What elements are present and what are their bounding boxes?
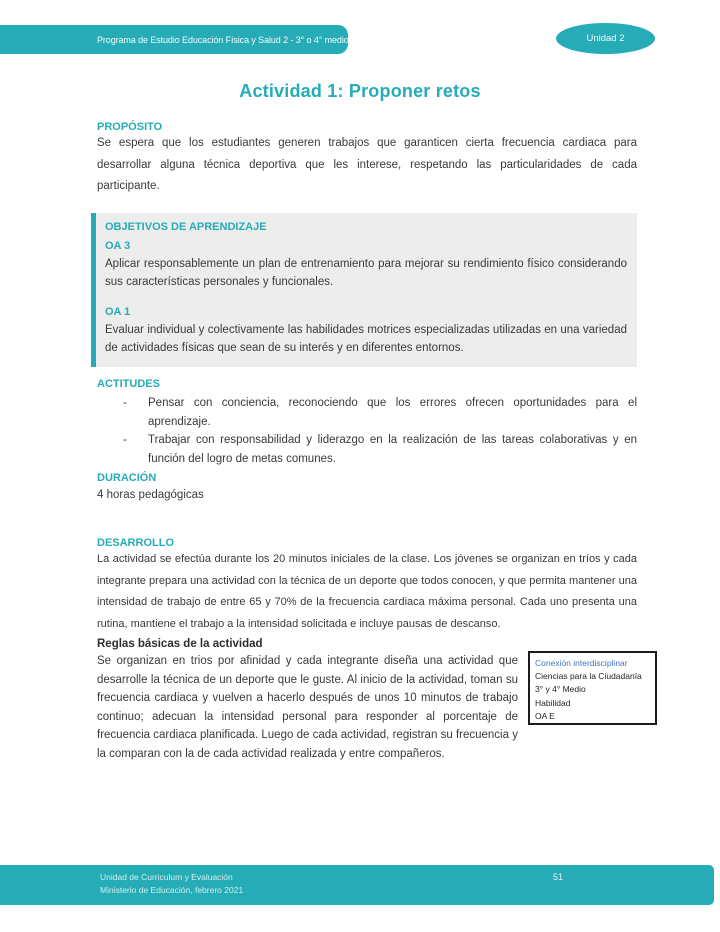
reglas-paragraph: Se organizan en trios por afinidad y cada integrante diseña una actividad que desarrolle la técnica de un deporte que le guste. Al inicio de la actividad, toman su frecuencia cardiaca y vuelven a hacerlo después de unos 10 minutos de trabajo continuo; adecuan la intensidad personal para responder al porcentaje de frecuencia cardiaca planificada. Luego de cada actividad, registran su frecuencia y la comparan con la de cada actividad realizada y entre compañeros.: [97, 655, 518, 760]
conexion-interdisciplinar-box: [528, 651, 657, 725]
footer-org-line2: Ministerio de Educación, febrero 2021: [100, 885, 244, 895]
oa1-text: Evaluar individual y colectivamente las habilidades motrices especializadas utilizadas en una variedad de actividades físicas que sean de su interés y en diferentes entornos.: [105, 324, 627, 354]
footer-org-line1: Unidad de Curriculum y Evaluación: [100, 872, 233, 882]
actitudes-list: [97, 394, 637, 468]
reglas-heading: Reglas básicas de la actividad: [97, 638, 263, 650]
program-badge: [0, 25, 348, 54]
proposito-paragraph: Se espera que los estudiantes generen trabajos que garanticen cierta frecuencia cardiaca para desarrollar alguna técnica deportiva que les interese, respetando las particularidades de cada participante.: [97, 137, 637, 192]
desarrollo-heading: DESARROLLO: [97, 537, 174, 549]
duracion-value: 4 horas pedagógicas: [97, 489, 204, 501]
oa1-code: OA 1: [105, 306, 131, 318]
conexion-habilidad: Habilidad: [535, 697, 571, 708]
program-badge-label: Programa de Estudio Educación Física y Salud 2 - 3° o 4° medio: [97, 34, 349, 45]
actitudes-item: - Pensar con conciencia, reconociendo que los errores ofrecen oportunidades para el aprendizaje.: [97, 394, 637, 431]
unit-badge-label: Unidad 2: [586, 33, 625, 44]
conexion-subject: Ciencias para la Ciudadanía: [535, 671, 642, 682]
objetivos-heading: OBJETIVOS DE APRENDIZAJE: [105, 221, 267, 233]
proposito-heading: PROPÓSITO: [97, 121, 163, 133]
conexion-title: Conexión interdisciplinar: [535, 658, 628, 668]
oa-spacer: [105, 291, 627, 302]
oa3-text: Aplicar responsablemente un plan de entrenamiento para mejorar su rendimiento físico considerando sus características personales y funcionales.: [105, 258, 627, 288]
page-number: 51: [552, 872, 563, 882]
objetivos-box: [91, 213, 637, 367]
page-title: Actividad 1: Proponer retos: [239, 81, 481, 101]
duracion-heading: DURACIÓN: [97, 472, 157, 484]
conexion-level: 3° y 4° Medio: [535, 684, 586, 695]
footer-organization: [100, 871, 243, 897]
unit-badge: [556, 23, 655, 54]
desarrollo-paragraph: La actividad se efectúa durante los 20 minutos iniciales de la clase. Los jóvenes se organizan en tríos y cada integrante prepara una actividad con la técnica de un deporte que todos conocen, y que permita mantener una intensidad de trabajo de entre 65 y 70% de la frecuencia cardiaca máxima personal. Cada uno presenta una rutina, mantiene el trabajo a la intensidad solicitada e incluye pausas de descanso.: [97, 553, 637, 631]
footer-bar: [0, 865, 714, 905]
actitudes-item: - Trabajar con responsabilidad y liderazgo en la realización de las tareas colaborativas y en función del logro de metas comunes.: [97, 431, 637, 468]
conexion-oa: OA E: [535, 710, 555, 721]
actitudes-heading: ACTITUDES: [97, 378, 160, 390]
oa3-code: OA 3: [105, 240, 131, 252]
